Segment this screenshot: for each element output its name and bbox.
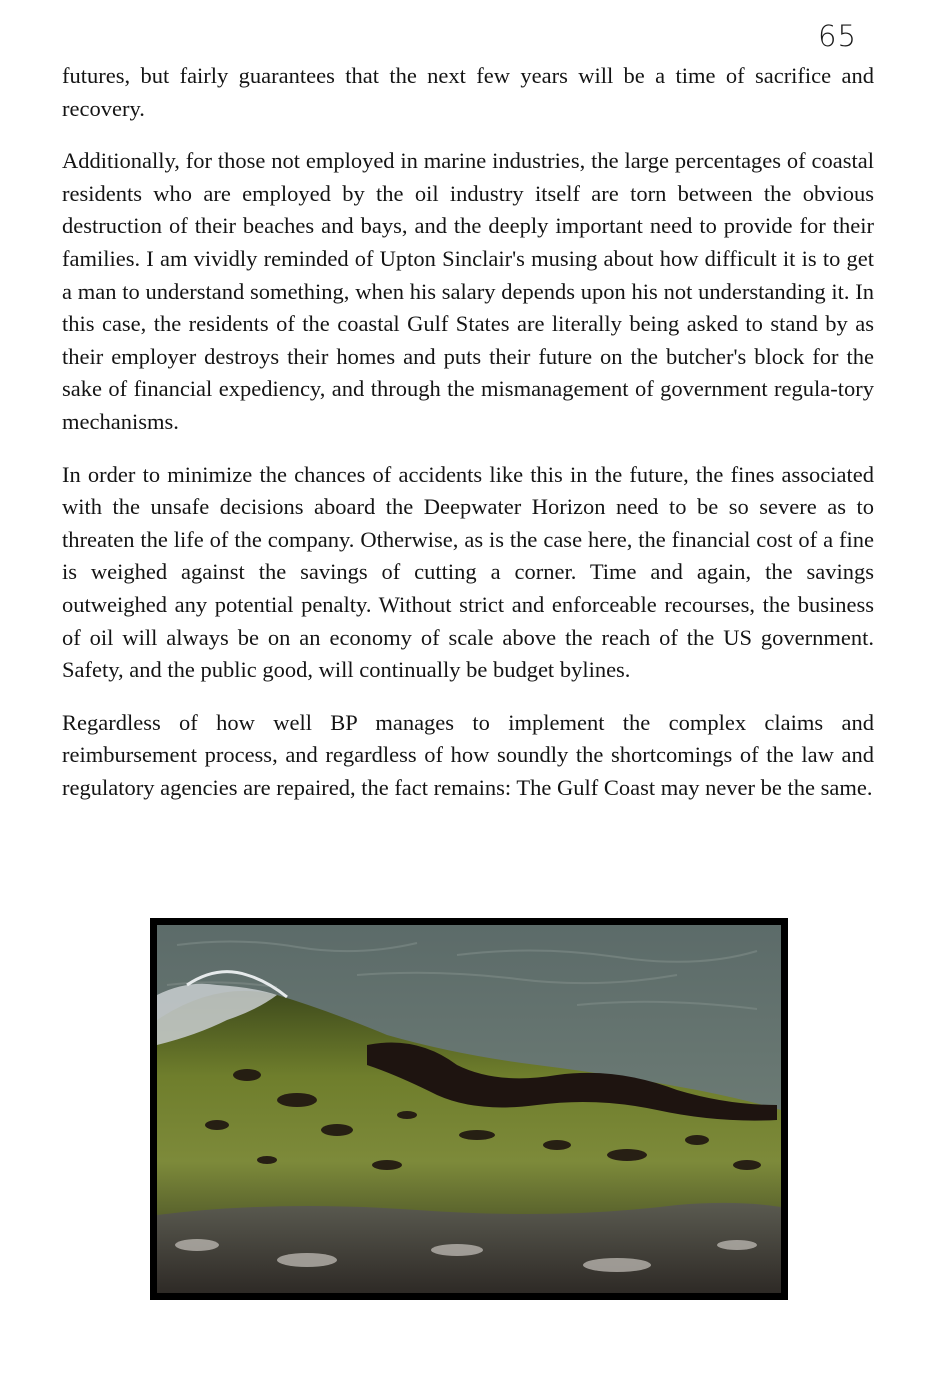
paragraph-2: Additionally, for those not employed in marine industries, the large percentages of coastal residents who are employed by the oil industry itself are torn between the obvious destruction of their beaches and bays, and the deeply important need to provide for their families. I am vividly reminded of Upton Sinclair's musing about how difficult it is to get a man to understand something, when his salary depends upon his not understanding it. In this case, the residents of the coastal Gulf States are literally being asked to stand by as their employer destroys their homes and puts their future on the butcher's block for the sake of financial expediency, and through the mismanagement of government regula-tory mechanisms. bbox=[62, 148, 874, 434]
body-text bbox=[62, 60, 874, 824]
page-number: 65 bbox=[818, 19, 857, 53]
oiled-wave-illustration bbox=[157, 925, 781, 1293]
photo-oiled-wave bbox=[150, 918, 788, 1300]
paragraph-1: futures, but fairly guarantees that the next few years will be a time of sacrifice and recovery. bbox=[62, 63, 874, 121]
paragraph-4: Regardless of how well BP manages to implement the complex claims and reimbursement process, and regardless of how soundly the shortcomings of the law and regulatory agencies are repaired, the fact remains: The Gulf Coast may never be the same. bbox=[62, 709, 874, 800]
paragraph-3: In order to minimize the chances of accidents like this in the future, the fines associated with the unsafe decisions aboard the Deepwater Horizon need to be so severe as to threaten the life of the company. Otherwise, as is the case here, the financial cost of a fine is weighed against the savings of cutting a corner. Time and again, the savings outweighed any potential penalty. Without strict and enforceable recourses, the business of oil will always be on an economy of scale above the reach of the US government. Safety, and the public good, will continually be budget bylines. bbox=[62, 461, 874, 683]
